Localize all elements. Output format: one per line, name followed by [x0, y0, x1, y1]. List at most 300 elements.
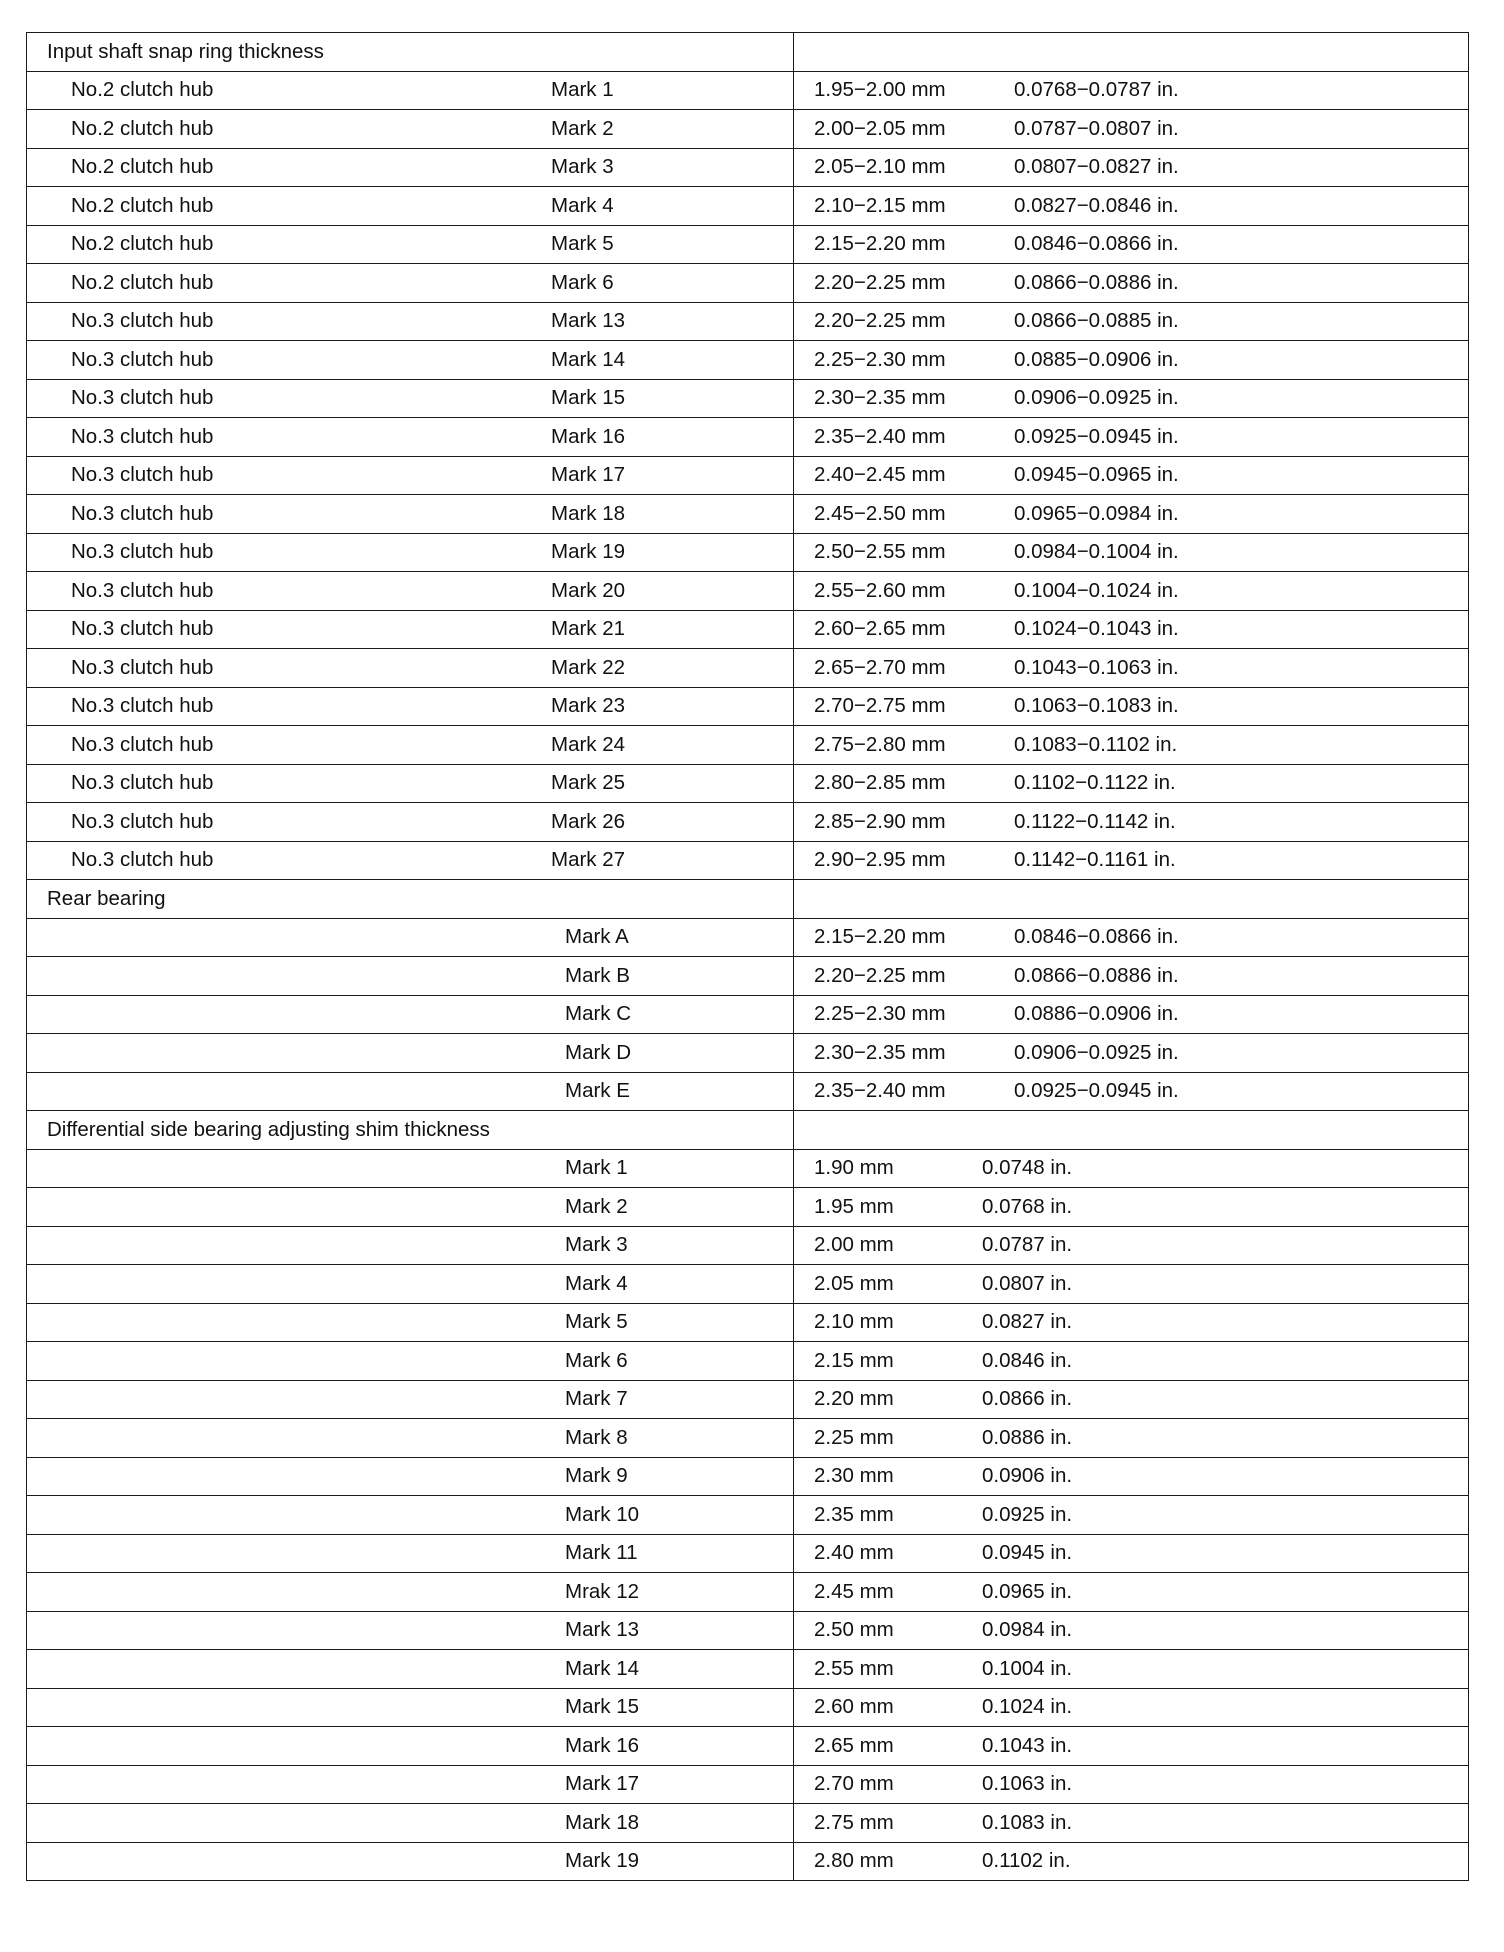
thickness-mm: 2.35 mm: [814, 1502, 894, 1526]
table-row: [27, 918, 1469, 957]
thickness-cell: [794, 1457, 1469, 1496]
thickness-mm: 2.60 mm: [814, 1695, 894, 1719]
table-row: [27, 1727, 1469, 1766]
identification-cell: [27, 110, 794, 149]
thickness-cell: [794, 1072, 1469, 1111]
thickness-mm: 1.90 mm: [814, 1156, 894, 1180]
thickness-inch: 0.0945−0.0965 in.: [1014, 463, 1179, 487]
thickness-mm: 2.75 mm: [814, 1810, 894, 1834]
identification-cell: [27, 264, 794, 303]
identification-cell: [27, 187, 794, 226]
thickness-cell: [794, 1226, 1469, 1265]
table-row: [27, 1265, 1469, 1304]
thickness-inch: 0.1004−0.1024 in.: [1014, 578, 1179, 602]
mark-label: Mark 27: [551, 848, 626, 872]
part-name: No.3 clutch hub: [71, 848, 214, 872]
mark-label: Mark 14: [551, 347, 626, 371]
thickness-inch: 0.0807−0.0827 in.: [1014, 155, 1179, 179]
thickness-inch: 0.0866−0.0885 in.: [1014, 309, 1179, 333]
table-row: [27, 726, 1469, 765]
identification-cell: [27, 995, 794, 1034]
mark-label: Mark 2: [551, 116, 614, 140]
part-name: No.2 clutch hub: [71, 270, 214, 294]
mark-label: Mark 25: [551, 771, 626, 795]
thickness-inch: 0.0886 in.: [982, 1425, 1073, 1449]
table-row: [27, 379, 1469, 418]
table-row: [27, 1419, 1469, 1458]
thickness-mm: 2.90−2.95 mm: [814, 848, 946, 872]
thickness-cell: [794, 687, 1469, 726]
table-row: [27, 341, 1469, 380]
identification-cell: [27, 841, 794, 880]
thickness-cell: [794, 1688, 1469, 1727]
thickness-mm: 2.65−2.70 mm: [814, 655, 946, 679]
mark-label: Mark 19: [551, 540, 626, 564]
identification-cell: [27, 379, 794, 418]
mark-label: Mark 6: [565, 1348, 628, 1372]
mark-label: Mark 4: [565, 1271, 628, 1295]
thickness-inch: 0.0768 in.: [982, 1194, 1073, 1218]
thickness-cell: [794, 418, 1469, 457]
mark-label: Mark 5: [551, 232, 614, 256]
thickness-inch: 0.1043−0.1063 in.: [1014, 655, 1179, 679]
thickness-mm: 2.35−2.40 mm: [814, 424, 946, 448]
thickness-cell: [794, 1842, 1469, 1881]
table-row: [27, 1650, 1469, 1689]
mark-label: Mark A: [565, 925, 629, 949]
thickness-inch: 0.1102 in.: [982, 1849, 1071, 1873]
part-name: No.3 clutch hub: [71, 386, 214, 410]
table-row: [27, 1688, 1469, 1727]
identification-cell: [27, 1226, 794, 1265]
thickness-mm: 2.10−2.15 mm: [814, 193, 946, 217]
table-row: [27, 995, 1469, 1034]
mark-label: Mark 16: [565, 1733, 640, 1757]
part-name: No.2 clutch hub: [71, 193, 214, 217]
table-row: [27, 1226, 1469, 1265]
table-row: [27, 610, 1469, 649]
thickness-cell: [794, 803, 1469, 842]
mark-label: Mark 9: [565, 1464, 628, 1488]
thickness-mm: 2.85−2.90 mm: [814, 809, 946, 833]
thickness-inch: 0.0787 in.: [982, 1233, 1073, 1257]
table-row: [27, 148, 1469, 187]
thickness-inch: 0.0925−0.0945 in.: [1014, 424, 1179, 448]
part-name: No.2 clutch hub: [71, 232, 214, 256]
mark-label: Mark E: [565, 1079, 630, 1103]
mark-label: Mark 10: [565, 1502, 640, 1526]
mark-label: Mark 13: [565, 1618, 640, 1642]
mark-label: Mark C: [565, 1002, 632, 1026]
thickness-inch: 0.0965−0.0984 in.: [1014, 501, 1179, 525]
thickness-mm: 2.15−2.20 mm: [814, 232, 946, 256]
thickness-inch: 0.0866 in.: [982, 1387, 1073, 1411]
thickness-inch: 0.0768−0.0787 in.: [1014, 78, 1179, 102]
thickness-mm: 1.95−2.00 mm: [814, 78, 946, 102]
part-name: No.3 clutch hub: [71, 655, 214, 679]
thickness-cell: [794, 1149, 1469, 1188]
thickness-inch: 0.1063−0.1083 in.: [1014, 694, 1179, 718]
identification-cell: [27, 1765, 794, 1804]
thickness-mm: 2.50 mm: [814, 1618, 894, 1642]
thickness-cell: [794, 764, 1469, 803]
mark-label: Mark 17: [565, 1772, 640, 1796]
thickness-mm: 2.20−2.25 mm: [814, 270, 946, 294]
thickness-inch: 0.0846−0.0866 in.: [1014, 232, 1179, 256]
thickness-cell: [794, 1342, 1469, 1381]
thickness-inch: 0.0886−0.0906 in.: [1014, 1002, 1179, 1026]
thickness-mm: 2.60−2.65 mm: [814, 617, 946, 641]
thickness-inch: 0.0925 in.: [982, 1502, 1073, 1526]
thickness-mm: 2.15−2.20 mm: [814, 925, 946, 949]
section-value-cell: [794, 33, 1469, 72]
table-row: [27, 1534, 1469, 1573]
thickness-cell: [794, 1534, 1469, 1573]
identification-cell: [27, 533, 794, 572]
table-row: [27, 649, 1469, 688]
mark-label: Mark 14: [565, 1656, 640, 1680]
section-header-row: [27, 880, 1469, 919]
identification-cell: [27, 456, 794, 495]
mark-label: Mark 4: [551, 193, 614, 217]
mark-label: Mark D: [565, 1040, 632, 1064]
thickness-cell: [794, 1611, 1469, 1650]
thickness-cell: [794, 649, 1469, 688]
table-row: [27, 764, 1469, 803]
thickness-cell: [794, 918, 1469, 957]
identification-cell: [27, 610, 794, 649]
mark-label: Mark 17: [551, 463, 626, 487]
identification-cell: [27, 302, 794, 341]
thickness-mm: 2.30−2.35 mm: [814, 1040, 946, 1064]
thickness-mm: 2.55 mm: [814, 1656, 894, 1680]
section-title-cell: [27, 33, 794, 72]
mark-label: Mark 24: [551, 732, 626, 756]
table-row: [27, 1765, 1469, 1804]
mark-label: Mark 22: [551, 655, 626, 679]
thickness-inch: 0.1102−0.1122 in.: [1014, 771, 1176, 795]
thickness-mm: 2.80−2.85 mm: [814, 771, 946, 795]
thickness-cell: [794, 1573, 1469, 1612]
mark-label: Mark 23: [551, 694, 626, 718]
thickness-inch: 0.1024 in.: [982, 1695, 1073, 1719]
identification-cell: [27, 726, 794, 765]
identification-cell: [27, 1688, 794, 1727]
table-row: [27, 572, 1469, 611]
thickness-cell: [794, 841, 1469, 880]
thickness-mm: 2.50−2.55 mm: [814, 540, 946, 564]
thickness-mm: 2.45−2.50 mm: [814, 501, 946, 525]
thickness-inch: 0.0846 in.: [982, 1348, 1073, 1372]
table-row: [27, 495, 1469, 534]
mark-label: Mark 3: [565, 1233, 628, 1257]
thickness-inch: 0.0787−0.0807 in.: [1014, 116, 1179, 140]
mark-label: Mark 1: [551, 78, 614, 102]
thickness-mm: 2.70−2.75 mm: [814, 694, 946, 718]
thickness-inch: 0.0748 in.: [982, 1156, 1073, 1180]
mark-label: Mark 15: [551, 386, 626, 410]
thickness-inch: 0.1004 in.: [982, 1656, 1073, 1680]
table-row: [27, 1842, 1469, 1881]
part-name: No.3 clutch hub: [71, 540, 214, 564]
table-row: [27, 1303, 1469, 1342]
table-row: [27, 1496, 1469, 1535]
identification-cell: [27, 1342, 794, 1381]
thickness-inch: 0.1083−0.1102 in.: [1014, 732, 1178, 756]
part-name: No.2 clutch hub: [71, 116, 214, 140]
specification-table-body: [27, 33, 1469, 1881]
identification-cell: [27, 1534, 794, 1573]
thickness-mm: 2.35−2.40 mm: [814, 1079, 946, 1103]
thickness-inch: 0.0906 in.: [982, 1464, 1073, 1488]
identification-cell: [27, 649, 794, 688]
thickness-inch: 0.1024−0.1043 in.: [1014, 617, 1179, 641]
part-name: No.3 clutch hub: [71, 617, 214, 641]
identification-cell: [27, 1303, 794, 1342]
thickness-mm: 2.40 mm: [814, 1541, 894, 1565]
identification-cell: [27, 957, 794, 996]
thickness-inch: 0.0906−0.0925 in.: [1014, 1040, 1179, 1064]
thickness-cell: [794, 1419, 1469, 1458]
thickness-cell: [794, 456, 1469, 495]
table-row: [27, 803, 1469, 842]
thickness-inch: 0.0866−0.0886 in.: [1014, 963, 1179, 987]
thickness-cell: [794, 1188, 1469, 1227]
mark-label: Mark 8: [565, 1425, 628, 1449]
section-title-cell: [27, 1111, 794, 1150]
thickness-inch: 0.0866−0.0886 in.: [1014, 270, 1179, 294]
table-row: [27, 187, 1469, 226]
section-title: Input shaft snap ring thickness: [47, 39, 324, 63]
thickness-inch: 0.0885−0.0906 in.: [1014, 347, 1179, 371]
thickness-inch: 0.1122−0.1142 in.: [1014, 809, 1176, 833]
thickness-cell: [794, 957, 1469, 996]
thickness-inch: 0.0984−0.1004 in.: [1014, 540, 1179, 564]
identification-cell: [27, 495, 794, 534]
mark-label: Mark 18: [565, 1810, 640, 1834]
thickness-mm: 2.25−2.30 mm: [814, 1002, 946, 1026]
table-row: [27, 264, 1469, 303]
part-name: No.3 clutch hub: [71, 501, 214, 525]
table-row: [27, 418, 1469, 457]
thickness-cell: [794, 71, 1469, 110]
thickness-inch: 0.0827 in.: [982, 1310, 1073, 1334]
identification-cell: [27, 803, 794, 842]
thickness-mm: 2.65 mm: [814, 1733, 894, 1757]
identification-cell: [27, 1457, 794, 1496]
identification-cell: [27, 764, 794, 803]
thickness-cell: [794, 341, 1469, 380]
mark-label: Mark 11: [565, 1541, 638, 1565]
thickness-cell: [794, 148, 1469, 187]
table-row: [27, 456, 1469, 495]
identification-cell: [27, 918, 794, 957]
thickness-inch: 0.1083 in.: [982, 1810, 1073, 1834]
section-title: Differential side bearing adjusting shim thickness: [47, 1117, 490, 1141]
thickness-cell: [794, 187, 1469, 226]
table-row: [27, 1072, 1469, 1111]
part-name: No.3 clutch hub: [71, 347, 214, 371]
thickness-mm: 1.95 mm: [814, 1194, 894, 1218]
thickness-inch: 0.0846−0.0866 in.: [1014, 925, 1179, 949]
thickness-mm: 2.05−2.10 mm: [814, 155, 946, 179]
thickness-inch: 0.0984 in.: [982, 1618, 1073, 1642]
thickness-cell: [794, 1265, 1469, 1304]
section-header-row: [27, 1111, 1469, 1150]
part-name: No.3 clutch hub: [71, 732, 214, 756]
thickness-mm: 2.30 mm: [814, 1464, 894, 1488]
thickness-mm: 2.10 mm: [814, 1310, 894, 1334]
section-title: Rear bearing: [47, 886, 166, 910]
part-name: No.3 clutch hub: [71, 578, 214, 602]
thickness-mm: 2.00−2.05 mm: [814, 116, 946, 140]
identification-cell: [27, 1727, 794, 1766]
identification-cell: [27, 1842, 794, 1881]
thickness-cell: [794, 1034, 1469, 1073]
table-row: [27, 1804, 1469, 1843]
identification-cell: [27, 1380, 794, 1419]
thickness-cell: [794, 1727, 1469, 1766]
table-row: [27, 1573, 1469, 1612]
thickness-mm: 2.15 mm: [814, 1348, 894, 1372]
identification-cell: [27, 418, 794, 457]
thickness-inch: 0.1043 in.: [982, 1733, 1073, 1757]
thickness-mm: 2.30−2.35 mm: [814, 386, 946, 410]
thickness-cell: [794, 995, 1469, 1034]
part-name: No.3 clutch hub: [71, 809, 214, 833]
identification-cell: [27, 1188, 794, 1227]
mark-label: Mark 6: [551, 270, 614, 294]
identification-cell: [27, 1611, 794, 1650]
part-name: No.2 clutch hub: [71, 155, 214, 179]
part-name: No.3 clutch hub: [71, 463, 214, 487]
table-row: [27, 533, 1469, 572]
thickness-cell: [794, 1765, 1469, 1804]
thickness-inch: 0.0945 in.: [982, 1541, 1073, 1565]
identification-cell: [27, 687, 794, 726]
thickness-mm: 2.45 mm: [814, 1579, 894, 1603]
specification-table: [26, 32, 1469, 1881]
thickness-mm: 2.25−2.30 mm: [814, 347, 946, 371]
table-row: [27, 110, 1469, 149]
thickness-cell: [794, 572, 1469, 611]
thickness-cell: [794, 1496, 1469, 1535]
thickness-mm: 2.05 mm: [814, 1271, 894, 1295]
thickness-mm: 2.75−2.80 mm: [814, 732, 946, 756]
identification-cell: [27, 1650, 794, 1689]
mark-label: Mrak 12: [565, 1579, 640, 1603]
thickness-inch: 0.1142−0.1161 in.: [1014, 848, 1176, 872]
thickness-mm: 2.20 mm: [814, 1387, 894, 1411]
thickness-mm: 2.25 mm: [814, 1425, 894, 1449]
identification-cell: [27, 1034, 794, 1073]
thickness-inch: 0.0925−0.0945 in.: [1014, 1079, 1179, 1103]
mark-label: Mark 21: [551, 617, 626, 641]
thickness-mm: 2.70 mm: [814, 1772, 894, 1796]
mark-label: Mark 18: [551, 501, 626, 525]
identification-cell: [27, 225, 794, 264]
thickness-mm: 2.40−2.45 mm: [814, 463, 946, 487]
thickness-mm: 2.20−2.25 mm: [814, 309, 946, 333]
thickness-cell: [794, 302, 1469, 341]
identification-cell: [27, 1496, 794, 1535]
mark-label: Mark 7: [565, 1387, 628, 1411]
mark-label: Mark 3: [551, 155, 614, 179]
identification-cell: [27, 1804, 794, 1843]
identification-cell: [27, 1265, 794, 1304]
mark-label: Mark 19: [565, 1849, 640, 1873]
thickness-cell: [794, 225, 1469, 264]
table-row: [27, 1457, 1469, 1496]
thickness-cell: [794, 379, 1469, 418]
table-row: [27, 1611, 1469, 1650]
identification-cell: [27, 1419, 794, 1458]
thickness-mm: 2.20−2.25 mm: [814, 963, 946, 987]
part-name: No.2 clutch hub: [71, 78, 214, 102]
identification-cell: [27, 71, 794, 110]
table-row: [27, 1188, 1469, 1227]
table-row: [27, 1342, 1469, 1381]
thickness-cell: [794, 1804, 1469, 1843]
section-value-cell: [794, 880, 1469, 919]
table-row: [27, 1149, 1469, 1188]
section-title-cell: [27, 880, 794, 919]
thickness-cell: [794, 533, 1469, 572]
mark-label: Mark 15: [565, 1695, 640, 1719]
thickness-cell: [794, 110, 1469, 149]
identification-cell: [27, 341, 794, 380]
thickness-inch: 0.1063 in.: [982, 1772, 1073, 1796]
thickness-inch: 0.0827−0.0846 in.: [1014, 193, 1179, 217]
thickness-cell: [794, 1303, 1469, 1342]
mark-label: Mark 16: [551, 424, 626, 448]
table-row: [27, 302, 1469, 341]
identification-cell: [27, 1072, 794, 1111]
mark-label: Mark 1: [565, 1156, 628, 1180]
section-header-row: [27, 33, 1469, 72]
table-row: [27, 1380, 1469, 1419]
part-name: No.3 clutch hub: [71, 424, 214, 448]
thickness-cell: [794, 495, 1469, 534]
part-name: No.3 clutch hub: [71, 771, 214, 795]
table-row: [27, 225, 1469, 264]
table-row: [27, 1034, 1469, 1073]
part-name: No.3 clutch hub: [71, 694, 214, 718]
mark-label: Mark B: [565, 963, 630, 987]
table-row: [27, 71, 1469, 110]
mark-label: Mark 26: [551, 809, 626, 833]
mark-label: Mark 2: [565, 1194, 628, 1218]
identification-cell: [27, 148, 794, 187]
thickness-inch: 0.0807 in.: [982, 1271, 1073, 1295]
thickness-mm: 2.80 mm: [814, 1849, 894, 1873]
part-name: No.3 clutch hub: [71, 309, 214, 333]
mark-label: Mark 5: [565, 1310, 628, 1334]
table-row: [27, 957, 1469, 996]
thickness-mm: 2.00 mm: [814, 1233, 894, 1257]
section-value-cell: [794, 1111, 1469, 1150]
table-row: [27, 841, 1469, 880]
identification-cell: [27, 572, 794, 611]
thickness-cell: [794, 726, 1469, 765]
thickness-cell: [794, 264, 1469, 303]
thickness-cell: [794, 1650, 1469, 1689]
mark-label: Mark 13: [551, 309, 626, 333]
identification-cell: [27, 1149, 794, 1188]
thickness-mm: 2.55−2.60 mm: [814, 578, 946, 602]
identification-cell: [27, 1573, 794, 1612]
mark-label: Mark 20: [551, 578, 626, 602]
